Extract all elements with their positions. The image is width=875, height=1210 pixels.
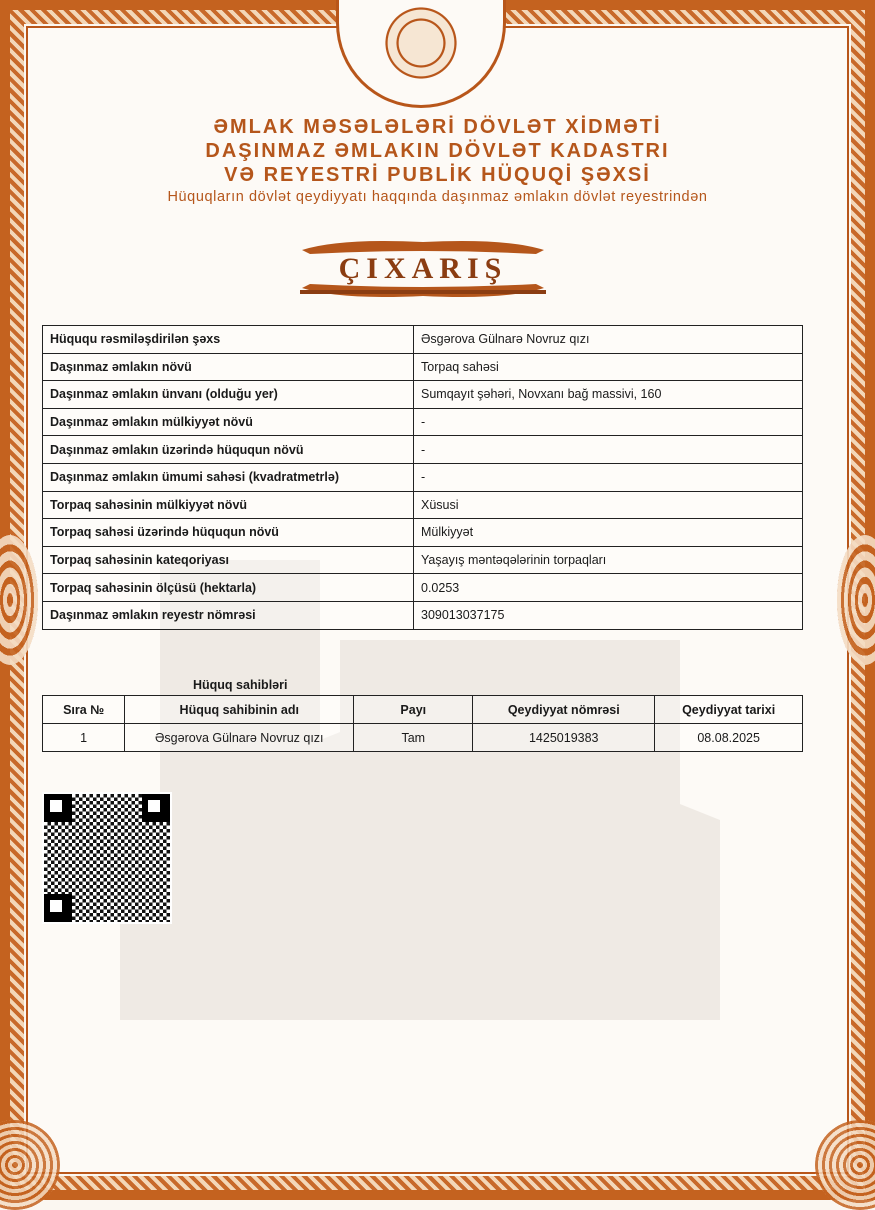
info-row bbox=[43, 601, 803, 629]
info-label: Daşınmaz əmlakın ünvanı (olduğu yer) bbox=[43, 381, 414, 409]
info-value: Əsgərova Gülnarə Novruz qızı bbox=[414, 326, 803, 354]
info-label: Hüququ rəsmiləşdirilən şəxs bbox=[43, 326, 414, 354]
info-label: Daşınmaz əmlakın üzərində hüququn növü bbox=[43, 436, 414, 464]
owners-cell: 1425019383 bbox=[473, 724, 655, 752]
info-row bbox=[43, 326, 803, 354]
info-value: Torpaq sahəsi bbox=[414, 353, 803, 381]
table-row bbox=[43, 724, 803, 752]
info-value: Mülkiyyət bbox=[414, 519, 803, 547]
info-row bbox=[43, 519, 803, 547]
org-name-line-2: DAŞINMAZ ƏMLAKIN DÖVLƏT KADASTRI bbox=[205, 140, 670, 162]
info-label: Torpaq sahəsi üzərində hüququn növü bbox=[43, 519, 414, 547]
document-subtitle: Hüquqların dövlət qeydiyyatı haqqında daşınmaz əmlakın dövlət reyestrindən bbox=[167, 189, 708, 205]
owners-cell: 1 bbox=[43, 724, 125, 752]
info-value: 309013037175 bbox=[414, 601, 803, 629]
owners-cell: 08.08.2025 bbox=[655, 724, 803, 752]
info-value: - bbox=[414, 408, 803, 436]
info-label: Daşınmaz əmlakın ümumi sahəsi (kvadratmetrlə) bbox=[43, 463, 414, 491]
owners-column-header: Qeydiyyat nömrəsi bbox=[473, 696, 655, 724]
owners-column-header: Sıra № bbox=[43, 696, 125, 724]
owners-cell: Tam bbox=[354, 724, 473, 752]
owners-column-header: Qeydiyyat tarixi bbox=[655, 696, 803, 724]
info-row bbox=[43, 574, 803, 602]
document-title: ÇIXARIŞ bbox=[338, 252, 508, 285]
info-row bbox=[43, 408, 803, 436]
state-emblem-icon bbox=[382, 4, 460, 82]
info-value: - bbox=[414, 463, 803, 491]
info-label: Torpaq sahəsinin kateqoriyası bbox=[43, 546, 414, 574]
info-value: - bbox=[414, 436, 803, 464]
owners-column-header: Hüquq sahibinin adı bbox=[125, 696, 354, 724]
owners-table bbox=[42, 695, 803, 752]
info-label: Torpaq sahəsinin mülkiyyət növü bbox=[43, 491, 414, 519]
info-label: Torpaq sahəsinin ölçüsü (hektarla) bbox=[43, 574, 414, 602]
info-row bbox=[43, 491, 803, 519]
property-info-table bbox=[42, 325, 803, 630]
owners-caption: Hüquq sahibləri bbox=[193, 678, 288, 692]
org-name-line-3: VƏ REYESTRİ PUBLİK HÜQUQİ ŞƏXSİ bbox=[224, 164, 651, 186]
info-row bbox=[43, 546, 803, 574]
info-value: Sumqayıt şəhəri, Novxanı bağ massivi, 160 bbox=[414, 381, 803, 409]
org-name-line-1: ƏMLAK MƏSƏLƏLƏRİ DÖVLƏT XİDMƏTİ bbox=[213, 116, 662, 138]
info-row bbox=[43, 463, 803, 491]
info-row bbox=[43, 353, 803, 381]
info-value: Xüsusi bbox=[414, 491, 803, 519]
info-label: Daşınmaz əmlakın mülkiyyət növü bbox=[43, 408, 414, 436]
info-value: 0.0253 bbox=[414, 574, 803, 602]
info-value: Yaşayış məntəqələrinin torpaqları bbox=[414, 546, 803, 574]
info-row bbox=[43, 436, 803, 464]
info-label: Daşınmaz əmlakın növü bbox=[43, 353, 414, 381]
qr-code-icon[interactable] bbox=[42, 792, 172, 924]
owners-cell: Əsgərova Gülnarə Novruz qızı bbox=[125, 724, 354, 752]
owners-column-header: Payı bbox=[354, 696, 473, 724]
info-label: Daşınmaz əmlakın reyestr nömrəsi bbox=[43, 601, 414, 629]
info-row bbox=[43, 381, 803, 409]
